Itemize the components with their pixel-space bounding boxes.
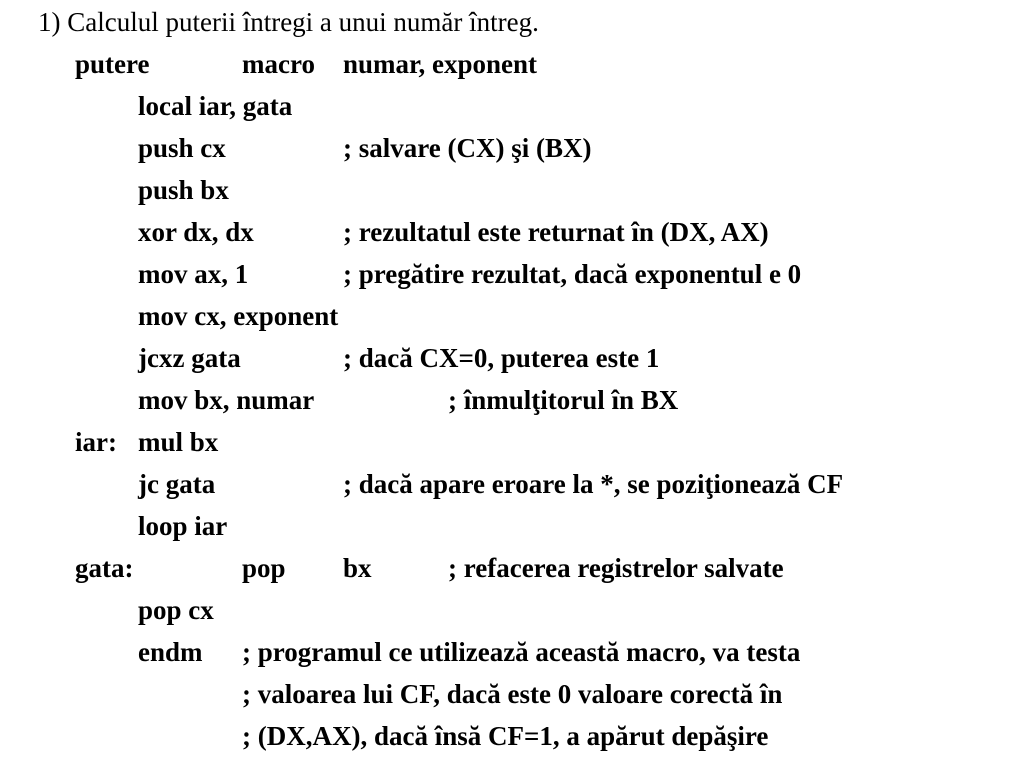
comment-multiplier: ; înmulţitorul în BX: [448, 385, 679, 415]
code-push-cx: push cx: [138, 133, 226, 163]
label-gata: gata:: [75, 553, 134, 583]
code-pop-arg: bx: [343, 553, 372, 583]
code-mov-bx: mov bx, numar: [138, 385, 315, 415]
code-jc-gata: jc gata: [138, 469, 216, 499]
slide-title: 1) Calculul puterii întregi a unui număr întreg.: [38, 7, 539, 37]
code-jcxz: jcxz gata: [138, 343, 241, 373]
comment-overflow: ; (DX,AX), dacă însă CF=1, a apărut depăşire: [242, 721, 769, 751]
macro-params: numar, exponent: [343, 49, 538, 79]
macro-keyword: macro: [242, 49, 315, 79]
code-xor-dx: xor dx, dx: [138, 217, 254, 247]
comment-restore-registers: ; refacerea registrelor salvate: [448, 553, 784, 583]
comment-program-usage: ; programul ce utilizează această macro, va testa: [242, 637, 801, 667]
code-pop-cx: pop cx: [138, 595, 214, 625]
code-mov-ax: mov ax, 1: [138, 259, 249, 289]
code-endm: endm: [138, 637, 203, 667]
code-loop-iar: loop iar: [138, 511, 228, 541]
code-mov-cx: mov cx, exponent: [138, 301, 339, 331]
comment-save-registers: ; salvare (CX) şi (BX): [343, 133, 592, 163]
macro-label-putere: putere: [75, 49, 150, 79]
code-mul-bx: mul bx: [138, 427, 219, 457]
comment-cx-zero: ; dacă CX=0, puterea este 1: [343, 343, 660, 373]
comment-result-returned: ; rezultatul este returnat în (DX, AX): [343, 217, 769, 247]
comment-cf-value: ; valoarea lui CF, dacă este 0 valoare corectă în: [242, 679, 783, 709]
code-local-decl: local iar, gata: [138, 91, 293, 121]
comment-prepare-result: ; pregătire rezultat, dacă exponentul e 0: [343, 259, 802, 289]
code-pop-op: pop: [242, 553, 286, 583]
label-iar: iar:: [75, 427, 117, 457]
comment-error-cf: ; dacă apare eroare la *, se poziţionează CF: [343, 469, 844, 499]
code-push-bx: push bx: [138, 175, 229, 205]
